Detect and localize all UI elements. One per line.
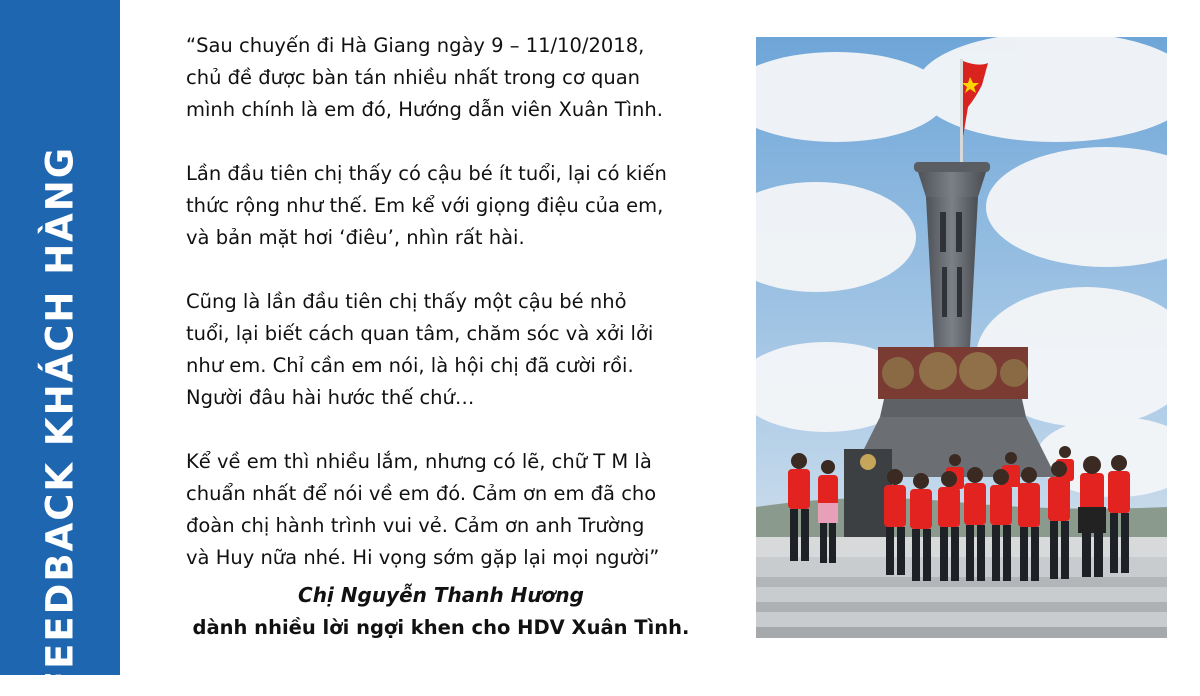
signature-description: dành nhiều lời ngợi khen cho HDV Xuân Tình. — [192, 616, 690, 639]
testimonial-text — [186, 30, 696, 606]
testimonial-paragraph-4: Kể về em thì nhiều lắm, nhưng có lẽ, chữ T M là chuẩn nhất để nói về em đó. Cảm ơn em đã cho đoàn chị hành trình vui vẻ. Cảm ơn anh Trường và Huy nữa nhé. Hi vọng sớm gặp lại mọi người” — [186, 450, 660, 569]
flag-tower-photo — [756, 37, 1167, 638]
testimonial-paragraph-2: Lần đầu tiên chị thấy có cậu bé ít tuổi, lại có kiến thức rộng như thế. Em kể với giọng điệu của em, và bản mặt hơi ‘điêu’, nhìn rất hài. — [186, 162, 667, 249]
testimonial-paragraph-3: Cũng là lần đầu tiên chị thấy một cậu bé nhỏ tuổi, lại biết cách quan tâm, chăm sóc và xởi lởi như em. Chỉ cần em nói, là hội chị đã cười rồi. Người đâu hài hước thế chứ… — [186, 290, 654, 409]
sidebar — [0, 0, 120, 696]
testimonial-paragraph-1: “Sau chuyến đi Hà Giang ngày 9 – 11/10/2018, chủ đề được bàn tán nhiều nhất trong cơ quan mình chính là em đó, Hướng dẫn viên Xuân Tình. — [186, 34, 663, 121]
sidebar-title: FEEDBACK KHÁCH HÀNG — [38, 145, 82, 696]
group-photo — [756, 37, 1167, 638]
signature-name: Chị Nguyễn Thanh Hương — [298, 583, 584, 607]
